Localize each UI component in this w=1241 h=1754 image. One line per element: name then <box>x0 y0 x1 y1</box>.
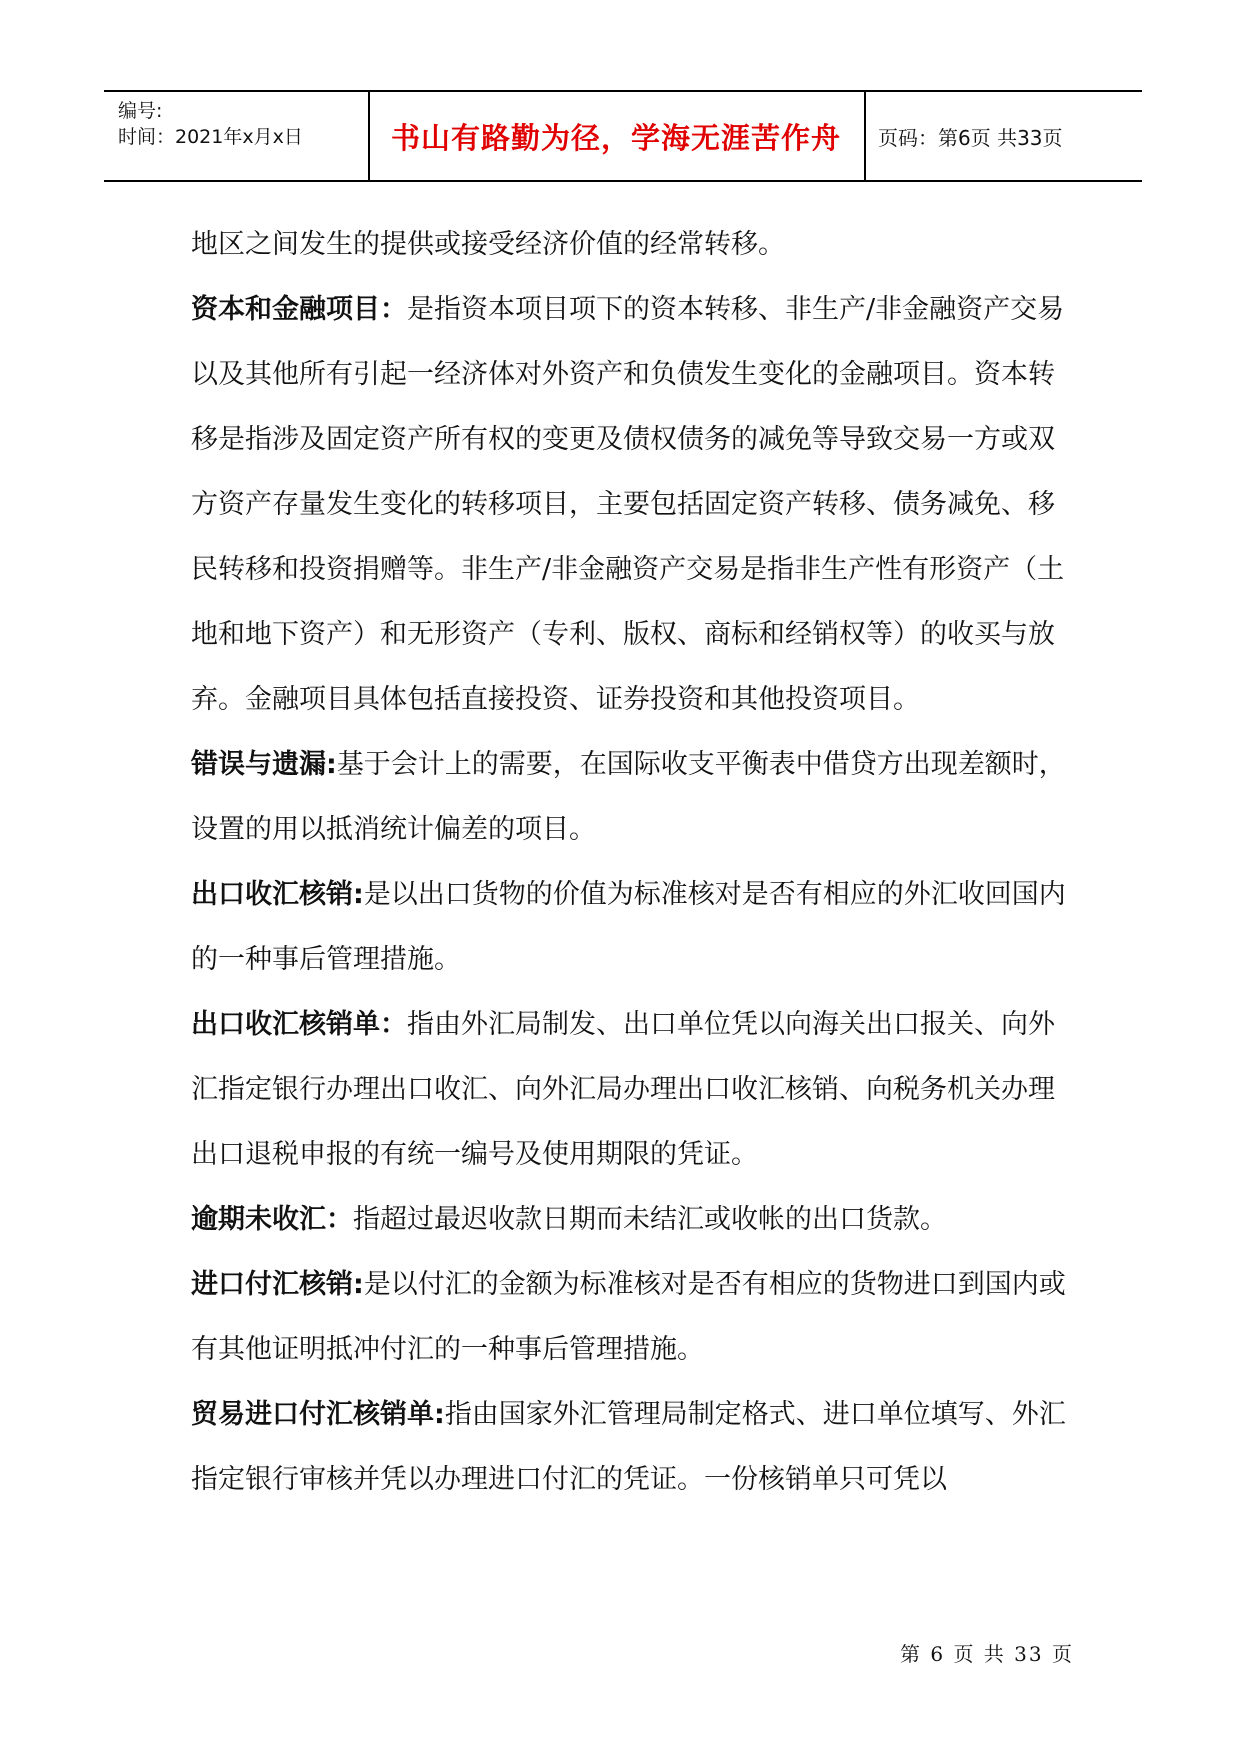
page-footer: 第 6 页 共 33 页 <box>900 1642 1074 1666</box>
document-body <box>191 212 1071 1512</box>
paragraph-text: 指超过最迟收款日期而未结汇或收帐的出口货款。 <box>353 1204 947 1235</box>
paragraph <box>191 732 1071 862</box>
paragraph <box>191 862 1071 992</box>
header-page-cell <box>864 92 1142 180</box>
header-motto: 书山有路勤为径，学海无涯苦作舟 <box>390 120 841 155</box>
paragraph-text: 是指资本项目项下的资本转移、非生产/非金融资产交易以及其他所有引起一经济体对外资产和负债发生变化的金融项目。资本转移是指涉及固定资产所有权的变更及债权债务的减免等导致交易一方或双方资产存量发生变化的转移项目，主要包括固定资产转移、债务减免、移民转移和投资捐赠等。非生产/非金融资产交易是指非生产性有形资产（土地和地下资产）和无形资产（专利、版权、商标和经销权等）的收买与放弃。金融项目具体包括直接投资、证券投资和其他投资项目。 <box>191 294 1065 715</box>
paragraph-text: 是以出口货物的价值为标准核对是否有相应的外汇收回国内的一种事后管理措施。 <box>191 879 1066 975</box>
paragraph-text: 指由外汇局制发、出口单位凭以向海关出口报关、向外汇指定银行办理出口收汇、向外汇局办理出口收汇核销、向税务机关办理出口退税申报的有统一编号及使用期限的凭证。 <box>191 1009 1055 1170</box>
paragraph <box>191 277 1071 732</box>
paragraph-term: 逾期未收汇： <box>191 1204 353 1235</box>
header-info-cell <box>104 92 370 180</box>
header-motto-cell <box>368 92 866 180</box>
paragraph <box>191 1252 1071 1382</box>
document-time-label: 时间：2021年x月x日 <box>118 126 303 148</box>
paragraph <box>191 992 1071 1187</box>
paragraph-term: 错误与遗漏: <box>191 749 337 780</box>
paragraph-term: 贸易进口付汇核销单: <box>191 1399 445 1430</box>
paragraph-text: 地区之间发生的提供或接受经济价值的经常转移。 <box>191 229 785 260</box>
header-page-number: 页码：第6页 共33页 <box>878 125 1063 150</box>
paragraph-text: 基于会计上的需要，在国际收支平衡表中借贷方出现差额时，设置的用以抵消统计偏差的项目。 <box>191 749 1066 845</box>
paragraph-term: 出口收汇核销: <box>191 879 364 910</box>
header-table <box>104 90 1142 182</box>
paragraph <box>191 1382 1071 1512</box>
document-number-label: 编号: <box>118 100 163 122</box>
paragraph-term: 进口付汇核销: <box>191 1269 364 1300</box>
paragraph-term: 出口收汇核销单： <box>191 1009 407 1040</box>
paragraph-term: 资本和金融项目： <box>191 294 407 325</box>
paragraph <box>191 212 1071 277</box>
paragraph-text: 是以付汇的金额为标准核对是否有相应的货物进口到国内或有其他证明抵冲付汇的一种事后管理措施。 <box>191 1269 1066 1365</box>
paragraph <box>191 1187 1071 1252</box>
paragraph-text: 指由国家外汇管理局制定格式、进口单位填写、外汇指定银行审核并凭以办理进口付汇的凭证。一份核销单只可凭以 <box>191 1399 1066 1495</box>
